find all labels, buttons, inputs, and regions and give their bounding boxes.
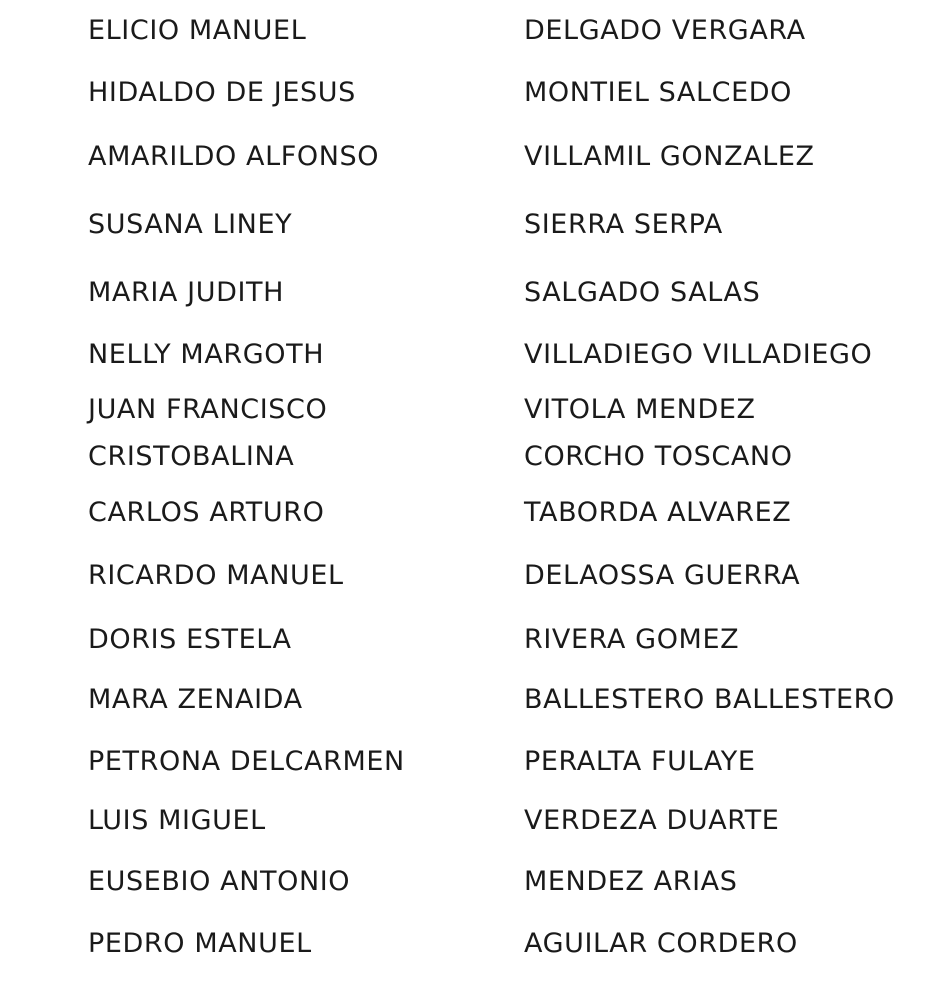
list-item <box>0 742 943 782</box>
last-names: TABORDA ALVAREZ <box>524 497 792 528</box>
first-names: RICARDO MANUEL <box>88 560 344 591</box>
list-item <box>0 437 943 477</box>
list-item <box>0 335 943 375</box>
last-names: SIERRA SERPA <box>524 209 723 240</box>
first-names: MARA ZENAIDA <box>88 684 303 715</box>
last-names: DELGADO VERGARA <box>524 15 806 46</box>
list-item <box>0 862 943 902</box>
last-names: VERDEZA DUARTE <box>524 805 780 836</box>
list-item <box>0 801 943 841</box>
first-names: CARLOS ARTURO <box>88 497 325 528</box>
last-names: DELAOSSA GUERRA <box>524 560 801 591</box>
first-names: SUSANA LINEY <box>88 209 293 240</box>
first-names: DORIS ESTELA <box>88 624 292 655</box>
list-item <box>0 73 943 113</box>
first-names: PEDRO MANUEL <box>88 928 312 959</box>
list-item <box>0 11 943 51</box>
list-item <box>0 137 943 177</box>
first-names: ELICIO MANUEL <box>88 15 307 46</box>
last-names: MONTIEL SALCEDO <box>524 77 792 108</box>
list-item <box>0 620 943 660</box>
first-names: LUIS MIGUEL <box>88 805 266 836</box>
first-names: HIDALDO DE JESUS <box>88 77 356 108</box>
last-names: SALGADO SALAS <box>524 277 761 308</box>
list-item <box>0 205 943 245</box>
last-names: VILLADIEGO VILLADIEGO <box>524 339 873 370</box>
last-names: VILLAMIL GONZALEZ <box>524 141 815 172</box>
last-names: AGUILAR CORDERO <box>524 928 798 959</box>
first-names: AMARILDO ALFONSO <box>88 141 380 172</box>
list-item <box>0 680 943 720</box>
last-names: MENDEZ ARIAS <box>524 866 738 897</box>
list-item <box>0 924 943 964</box>
last-names: CORCHO TOSCANO <box>524 441 793 472</box>
last-names: BALLESTERO BALLESTERO <box>524 684 895 715</box>
list-item <box>0 273 943 313</box>
last-names: PERALTA FULAYE <box>524 746 756 777</box>
list-item <box>0 493 943 533</box>
first-names: CRISTOBALINA <box>88 441 295 472</box>
last-names: RIVERA GOMEZ <box>524 624 740 655</box>
first-names: MARIA JUDITH <box>88 277 285 308</box>
first-names: NELLY MARGOTH <box>88 339 325 370</box>
first-names: PETRONA DELCARMEN <box>88 746 405 777</box>
list-item <box>0 390 943 430</box>
last-names: VITOLA MENDEZ <box>524 394 756 425</box>
first-names: EUSEBIO ANTONIO <box>88 866 351 897</box>
list-item <box>0 556 943 596</box>
first-names: JUAN FRANCISCO <box>88 394 328 425</box>
